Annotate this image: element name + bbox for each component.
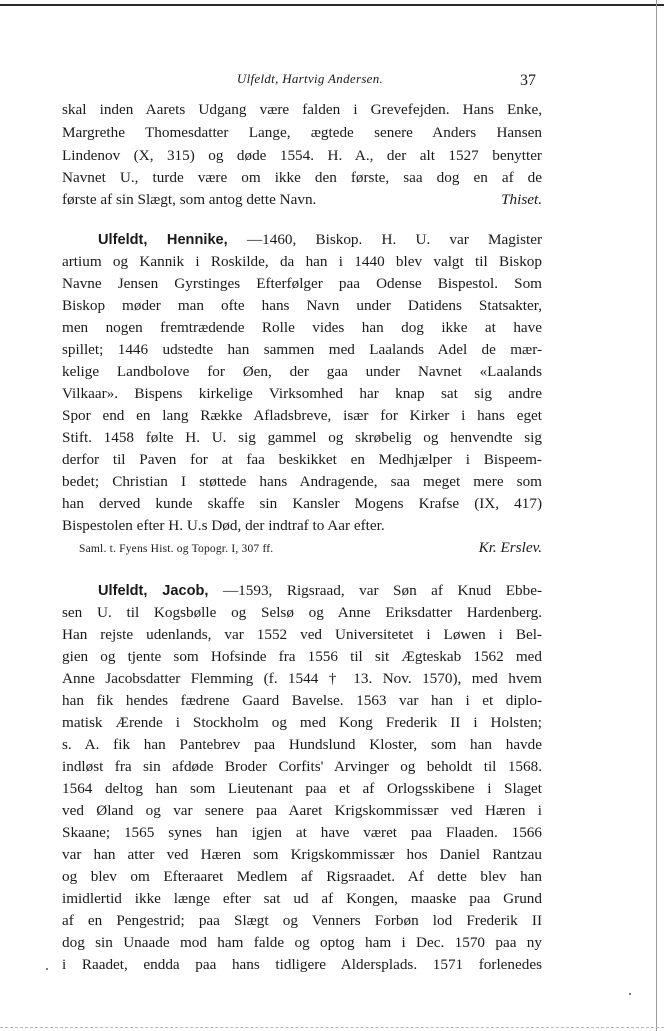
text-line: —1460, Biskop. H. U. var Magister xyxy=(246,231,543,248)
text-line: Skaane; 1565 synes han igjen at have været paa Flaaden. 1566 xyxy=(62,824,542,841)
scan-speck xyxy=(46,968,48,970)
author-signature: Thiset. xyxy=(501,191,542,208)
right-edge-rule xyxy=(656,0,657,1031)
text-line: Anne Jacobsdatter Flemming (f. 1544 † 13. Nov. 1570), med hvem xyxy=(62,670,542,687)
text-line: første af sin Slægt, som antog dette Navn. xyxy=(62,191,317,208)
text-line: men nogen fremtrædende Rolle vides han dog ikke at have xyxy=(62,319,542,336)
running-title: Ulfeldt, Hartvig Andersen. xyxy=(236,71,384,86)
text-line: indløst fra sin afdøde Broder Corfits' Arvinger og beholdt til 1568. xyxy=(62,758,542,775)
scan-speck xyxy=(629,993,631,995)
text-line: s. A. fik han Pantebrev paa Hundslund Kloster, som han havde xyxy=(62,736,542,753)
source-line xyxy=(79,537,542,559)
text-line: Stift. 1458 følte H. U. sig gammel og skrøbelig og henvendte sig xyxy=(62,429,542,446)
text-line: dog sin Unaade mod ham falde og optog ham i Dec. 1570 paa ny xyxy=(62,934,542,951)
top-border-rule xyxy=(0,4,664,6)
text-line: og blev om Efteraaret Medlem af Rigsraadet. Af dette blev han xyxy=(62,868,542,885)
entry-heading-line xyxy=(98,580,542,602)
text-line: derfor til Paven for at faa beskikket en Medhjælper i Bispeem- xyxy=(62,451,542,468)
bottom-edge-rule xyxy=(0,1027,664,1028)
entry-name: Ulfeldt, Hennike, xyxy=(98,232,228,248)
text-line: Navnet U., turde være om ikke den første, saa dog en af de xyxy=(62,169,542,186)
text-line: Han rejste udenlands, var 1552 ved Universitetet i Løwen i Bel- xyxy=(62,626,542,643)
text-line: matisk Ærende i Stockholm og med Kong Frederik II i Holsten; xyxy=(62,714,542,731)
text-line: var han atter ved Hæren som Krigskommissær hos Daniel Rantzau xyxy=(62,846,542,863)
text-line: af en Pengestrid; paa Slægt og Venners Forbøn lod Frederik II xyxy=(62,912,542,929)
text-line: Vilkaar». Bispens kirkelige Virksomhed har knap sat sig andre xyxy=(62,385,542,402)
text-line: Lindenov (X, 315) og døde 1554. H. A., der alt 1527 benytter xyxy=(62,147,542,164)
text-line: imidlertid ikke længe efter sat ud af Kongen, maaske paa Grund xyxy=(62,890,542,907)
text-line: Margrethe Thomesdatter Lange, ægtede senere Anders Hansen xyxy=(62,124,542,141)
text-line: han fik hendes fædrene Gaard Bavelse. 1563 var han i et diplo- xyxy=(62,692,542,709)
page-number: 37 xyxy=(520,72,536,89)
text-line: sen U. til Kogsbølle og Selsø og Anne Eriksdatter Hardenberg. xyxy=(62,604,542,621)
text-line: Bispestolen efter H. U.s Død, der indtraf to Aar efter. xyxy=(62,517,385,534)
text-line: —1593, Rigsraad, var Søn af Knud Ebbe- xyxy=(222,582,542,599)
text-line: han derved kunde skaffe sin Kansler Mogens Krafse (IX, 417) xyxy=(62,495,542,512)
text-line: kelige Landbolove for Øen, der gaa under Navnet «Laalands xyxy=(62,363,542,380)
text-line: skal inden Aarets Udgang være falden i Grevefejden. Hans Enke, xyxy=(62,101,542,118)
text-line: bedet; Christian I støttede hans Andragende, saa meget mere som xyxy=(62,473,542,490)
text-line-with-signature xyxy=(62,189,542,211)
entry-heading-line xyxy=(98,229,542,251)
text-line: Biskop møder man ofte hans Navn under Datidens Statsakter, xyxy=(62,297,542,314)
entry-name: Ulfeldt, Jacob, xyxy=(98,583,209,599)
text-line: ved Øland og var senere paa Aaret Krigskommissær ved Hæren i xyxy=(62,802,542,819)
author-signature: Kr. Erslev. xyxy=(478,539,542,556)
text-line: 1564 deltog han som Lieutenant paa et af Orlogsskibene i Slaget xyxy=(62,780,542,797)
text-line: Spor end en lang Række Afladsbreve, især for Kirker i hans eget xyxy=(62,407,542,424)
text-line: gien og tjente som Hofsinde fra 1556 til sit Ægteskab 1562 med xyxy=(62,648,542,665)
text-line: artium og Kannik i Roskilde, da han i 1440 blev valgt til Biskop xyxy=(62,253,542,270)
text-line: spillet; 1446 udstedte han sammen med Laalands Adel de mær- xyxy=(62,341,542,358)
source-citation: Saml. t. Fyens Hist. og Topogr. I, 307 ff. xyxy=(79,543,274,555)
text-line: i Raadet, endda paa hans tidligere Aldersplads. 1571 forlenedes xyxy=(62,956,542,973)
text-line: Navne Jensen Gyrstinges Efterfølger paa Odense Bispestol. Som xyxy=(62,275,542,292)
